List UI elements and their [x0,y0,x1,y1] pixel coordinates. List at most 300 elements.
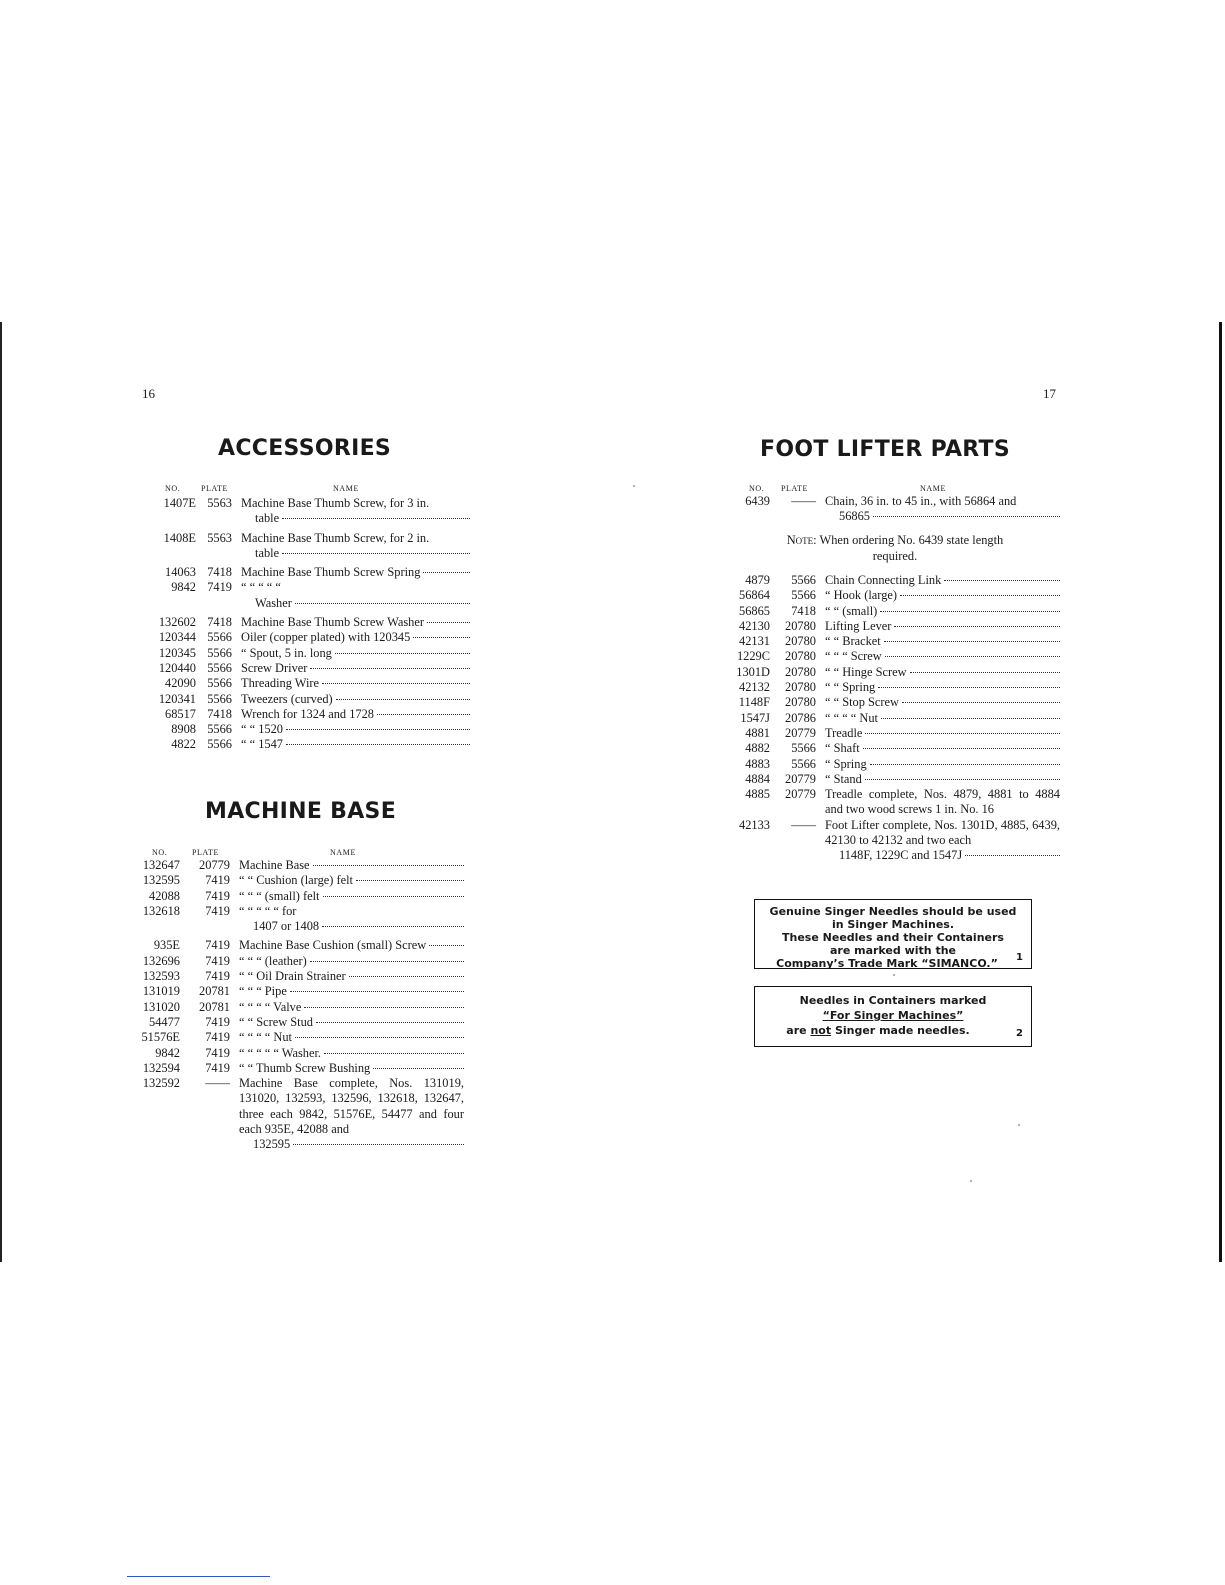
part-number: 8908 [171,722,196,737]
part-name [230,904,464,935]
notice-number: 1 [1016,952,1023,963]
part-number: 6439 [745,494,770,508]
dot-leader [336,699,470,700]
notice-line: These Needles and their Containers [782,931,1004,944]
notice-line: Needles in Containers marked [799,994,987,1007]
notice-line: Genuine Singer Needles should be used [769,905,1017,918]
part-name-text: Machine Base Cushion (small) Screw [239,938,427,953]
table-row [132,1000,464,1015]
part-number: 1229C [736,649,770,664]
plate-number: 5566 [791,573,816,587]
part-name [816,772,1060,787]
plate-number: 7419 [205,1030,230,1045]
part-number: 131019 [142,984,180,999]
part-name-text: “ Spout, 5 in. long [241,645,332,660]
part-name-text: “ “ “ (small) felt [239,888,320,903]
part-name [232,531,470,562]
part-name-continuation: Washer [255,595,292,610]
scan-speck [970,1180,972,1182]
notice-word: are [786,1024,807,1037]
part-name [232,580,470,611]
plate-number: 20780 [785,634,816,649]
dot-leader [286,744,470,745]
part-number: 56864 [739,588,770,603]
part-name-text: Screw Driver [241,660,308,675]
foot-lifter-first-row [722,494,1060,525]
plate-number: 20780 [785,649,816,664]
accessories-title: ACCESSORIES [218,436,392,461]
part-name-text: Lifting Lever [825,618,892,633]
part-name [230,1000,464,1015]
part-name [816,695,1060,710]
part-name-text: “ “ “ Pipe [239,984,287,999]
table-row [132,873,464,888]
left-scan-edge [0,322,2,1262]
table-row [722,741,1060,756]
page-number-left: 16 [142,386,155,401]
part-number: 56865 [739,603,770,618]
part-name [816,588,1060,603]
plate-number: 5566 [207,691,232,706]
part-name-text: Wrench for 1324 and 1728 [241,706,375,721]
dot-leader [282,553,470,554]
table-row [132,889,464,904]
plate-number: 7418 [207,565,232,580]
part-number: 42131 [739,634,770,649]
foot-lifter-parts-list [722,573,1060,864]
plate-number: 7419 [205,1045,230,1060]
part-name [232,737,470,752]
part-name-continuation: 56865 [839,509,870,524]
table-row [140,496,470,527]
part-name [816,726,1060,741]
table-row [722,604,1060,619]
plate-number: 20781 [199,984,230,999]
dot-leader [881,718,1060,719]
scan-speck [1018,1124,1020,1126]
part-name-text: Chain Connecting Link [825,573,942,587]
part-name [230,1046,464,1061]
dot-leader [900,595,1060,596]
table-row [140,646,470,661]
accessories-parts-list [140,496,470,753]
bottom-link-line [127,1576,270,1577]
part-number: 132602 [158,615,196,630]
scan-speck [633,485,635,487]
part-number: 54477 [149,1014,180,1029]
part-name-text: Machine Base [239,858,310,872]
table-row [132,984,464,999]
plate-number: 5566 [207,676,232,691]
part-name [232,661,470,676]
notice-line: in Singer Machines. [831,918,955,931]
plate-number: 20780 [785,664,816,679]
part-name [232,692,470,707]
table-row [132,938,464,953]
part-name [816,649,1060,664]
dot-leader [323,896,465,897]
part-number: 132618 [142,903,180,918]
plate-number: —— [791,817,816,832]
page-number-right: 17 [1043,386,1056,401]
part-number: 9842 [155,1045,180,1060]
part-name [816,757,1060,772]
part-name [230,984,464,999]
plate-number: 20780 [785,695,816,710]
part-name [816,634,1060,649]
dot-leader [295,1037,464,1038]
plate-number: 20780 [785,680,816,695]
part-name [816,665,1060,680]
col-header-name: NAME [333,484,359,493]
notice-line: Company’s Trade Mark “SIMANCO.” [776,957,998,970]
part-name-continuation: 132595 [253,1137,291,1152]
table-row [722,711,1060,726]
dot-leader [293,1144,464,1145]
machine-base-parts-list [132,858,464,1153]
genuine-needles-notice [754,899,1032,969]
plate-number: 5566 [791,588,816,603]
plate-number: 7419 [205,903,230,918]
dot-leader [286,729,470,730]
part-number: 132647 [142,858,180,872]
part-number: 42130 [739,618,770,633]
plate-number: 20779 [785,787,816,802]
note-text: When ordering No. 6439 state length [819,533,1004,547]
ordering-note [740,532,1050,564]
dot-leader [282,518,470,519]
table-row [722,588,1060,603]
part-name [232,676,470,691]
dot-leader [356,880,464,881]
part-name-text: “ Hook (large) [825,588,898,603]
notice-line: “For Singer Machines” [822,1009,964,1022]
part-name-text: “ “ Hinge Screw [825,664,907,679]
dot-leader [427,622,470,623]
table-row [722,818,1060,864]
table-row [722,665,1060,680]
part-name [230,1015,464,1030]
table-row [140,630,470,645]
part-name [230,858,464,873]
part-name-text: “ Shaft [825,741,860,756]
plate-number: 20779 [785,725,816,740]
plate-number: 7419 [205,873,230,888]
notice-emphasis: not [810,1024,832,1037]
part-name-text: “ “ “ “ Nut [825,710,878,725]
dot-leader [324,1053,464,1054]
table-row [722,680,1060,695]
part-number: 42132 [739,680,770,695]
part-number: 4883 [745,756,770,771]
table-row [132,858,464,873]
part-name-text: Foot Lifter complete, Nos. 1301D, 4885, 6439, 42130 to 42132 and two each [825,817,1060,848]
dot-leader [884,641,1060,642]
part-name [816,787,1060,818]
part-name-text: “ “ “ (leather) [239,953,307,968]
part-name [816,741,1060,756]
part-number: 42090 [165,676,196,691]
table-row [132,969,464,984]
part-number: 132595 [142,873,180,888]
part-number: 4879 [745,573,770,587]
table-row [140,676,470,691]
part-name [816,494,1060,525]
table-row [140,531,470,562]
part-number: 1547J [740,710,770,725]
part-number: 120344 [158,630,196,645]
table-row [132,1015,464,1030]
part-name [232,722,470,737]
table-row [140,737,470,752]
part-name-text: “ “ (small) [825,603,878,618]
part-name-continuation: 1148F, 1229C and 1547J [839,848,963,863]
table-row [722,573,1060,588]
part-name-text: Machine Base Thumb Screw Spring [241,565,421,580]
table-row [140,580,470,611]
col-header-no: NO. [749,484,765,493]
part-name-text: “ “ Spring [825,680,876,695]
table-row [140,707,470,722]
table-row [722,619,1060,634]
part-name [816,604,1060,619]
part-name-text: “ Stand [825,771,862,786]
table-row [722,494,1060,525]
table-row [140,722,470,737]
dot-leader [894,626,1060,627]
col-header-name: NAME [920,484,946,493]
plate-number: 20779 [785,771,816,786]
dot-leader [349,976,464,977]
plate-number: 20781 [199,999,230,1014]
col-header-name: NAME [330,848,356,857]
part-name-text: “ “ Stop Screw [825,695,899,710]
plate-number: 5566 [207,645,232,660]
part-number: 9842 [171,580,196,595]
plate-number: 7419 [205,1014,230,1029]
dot-leader [316,1022,464,1023]
plate-number: —— [205,1076,230,1091]
part-number: 1407E [163,496,196,510]
dot-leader [423,572,470,573]
part-name-text: Machine Base Thumb Screw, for 2 in. [241,530,430,545]
table-row [132,954,464,969]
plate-number: 7419 [205,938,230,953]
part-number: 14063 [165,565,196,580]
part-number: 42133 [739,817,770,832]
part-name-text: “ “ 1520 [241,722,283,737]
part-number: 4885 [745,787,770,802]
part-name [230,1030,464,1045]
machine-base-title: MACHINE BASE [205,799,397,824]
part-number: 68517 [165,706,196,721]
part-name-text: “ “ Thumb Screw Bushing [239,1060,371,1075]
part-number: 4882 [745,741,770,756]
plate-number: 5566 [207,630,232,645]
table-row [132,1030,464,1045]
plate-number: 20779 [199,858,230,872]
plate-number: 5566 [791,756,816,771]
part-name [230,938,464,953]
dot-leader [944,580,1060,581]
dot-leader [377,714,470,715]
part-name-text: “ “ “ “ “ for [239,903,297,918]
plate-number: 7418 [207,615,232,630]
part-name [816,818,1060,864]
part-number: 935E [153,938,180,953]
part-number: 131020 [142,999,180,1014]
note-continuation: required. [872,549,918,563]
dot-leader [878,687,1060,688]
dot-leader [429,945,464,946]
part-name [816,573,1060,588]
plate-number: 7419 [205,969,230,984]
table-row [722,726,1060,741]
plate-number: 20786 [785,710,816,725]
plate-number: 5563 [207,496,232,510]
part-name [232,707,470,722]
notice-line: are marked with the [829,944,957,957]
part-number: 42088 [149,888,180,903]
part-name-text: Treadle complete, Nos. 4879, 4881 to 4884 and two wood screws 1 in. No. 16 [825,787,1060,817]
table-row [722,634,1060,649]
table-row [132,1046,464,1061]
part-number: 1301D [736,664,770,679]
part-name [230,1061,464,1076]
part-name-continuation: table [255,511,280,526]
table-row [722,772,1060,787]
dot-leader [295,603,470,604]
dot-leader [313,865,464,866]
col-header-no: NO. [165,484,181,493]
part-name [232,630,470,645]
dot-leader [880,611,1060,612]
part-name-text: Oiler (copper plated) with 120345 [241,630,411,645]
plate-number: 7419 [205,888,230,903]
plate-number: 5566 [791,741,816,756]
part-name-text: “ “ “ “ Nut [239,1030,292,1045]
part-number: 120345 [158,645,196,660]
part-number: 120341 [158,691,196,706]
part-name-text: “ “ Bracket [825,634,881,649]
part-number: 132594 [142,1060,180,1075]
plate-number: 7419 [207,580,232,595]
dot-leader [310,668,470,669]
plate-number: 5566 [207,660,232,675]
part-name-continuation: 1407 or 1408 [253,919,320,934]
plate-number: 7418 [791,603,816,618]
part-name [816,711,1060,726]
col-header-plate: PLATE [781,484,808,493]
part-name [232,615,470,630]
dot-leader [304,1007,464,1008]
col-header-plate: PLATE [192,848,219,857]
part-name-text: Machine Base Thumb Screw, for 3 in. [241,496,430,510]
part-name-text: Treadle [825,725,863,740]
table-row [722,787,1060,818]
table-row [132,1076,464,1152]
part-number: 4884 [745,771,770,786]
dot-leader [902,702,1060,703]
part-name [232,646,470,661]
dot-leader [873,516,1060,517]
part-name-text: “ “ “ “ Valve [239,999,302,1014]
part-number: 51576E [141,1030,180,1045]
dot-leader [290,991,464,992]
part-name-text: Tweezers (curved) [241,691,333,706]
part-name [230,1076,464,1152]
part-name-text: Threading Wire [241,676,320,691]
plate-number: 7419 [205,1060,230,1075]
part-name [232,496,470,527]
part-name-text: “ “ “ “ “ [241,580,281,595]
plate-number: 5563 [207,530,232,545]
plate-number: 5566 [207,737,232,752]
part-number: 1408E [163,530,196,545]
notice-number: 2 [1016,1028,1023,1039]
part-number: 132593 [142,969,180,984]
table-row [140,661,470,676]
table-row [132,904,464,935]
part-name [230,969,464,984]
part-number: 132696 [142,953,180,968]
dot-leader [373,1068,464,1069]
part-name-text: Machine Base Thumb Screw Washer [241,615,424,630]
not-singer-needles-notice [754,986,1032,1047]
col-header-no: NO. [152,848,168,857]
table-row [722,695,1060,710]
dot-leader [965,855,1060,856]
part-number: 4822 [171,737,196,752]
scan-speck [893,974,895,976]
dot-leader [870,764,1060,765]
dot-leader [335,653,470,654]
dot-leader [885,656,1060,657]
dot-leader [865,779,1060,780]
dot-leader [865,733,1060,734]
dot-leader [413,637,470,638]
part-name-text: “ “ 1547 [241,737,283,752]
table-row [132,1061,464,1076]
part-number: 132592 [142,1076,180,1091]
table-row [140,692,470,707]
table-row [140,565,470,580]
dot-leader [322,926,464,927]
part-name-text: “ “ Oil Drain Strainer [239,969,346,984]
part-name [232,565,470,580]
dot-leader [322,683,470,684]
part-name-text: “ “ “ “ “ Washer. [239,1045,322,1060]
plate-number: 7418 [207,706,232,721]
part-name [230,873,464,888]
part-number: 4881 [745,725,770,740]
plate-number: 5566 [207,722,232,737]
notice-word: Singer made needles. [834,1024,970,1037]
right-scan-edge [1219,322,1222,1262]
part-name-continuation: table [255,545,280,560]
part-name-text: “ “ Screw Stud [239,1014,313,1029]
note-label: Note: [786,533,817,547]
table-row [140,615,470,630]
part-name-text: “ “ Cushion (large) felt [239,873,354,888]
plate-number: 20780 [785,618,816,633]
dot-leader [310,961,464,962]
table-row [722,649,1060,664]
part-name-text: Chain, 36 in. to 45 in., with 56864 and [825,494,1017,508]
part-name [816,619,1060,634]
col-header-plate: PLATE [201,484,228,493]
part-number: 120440 [158,660,196,675]
